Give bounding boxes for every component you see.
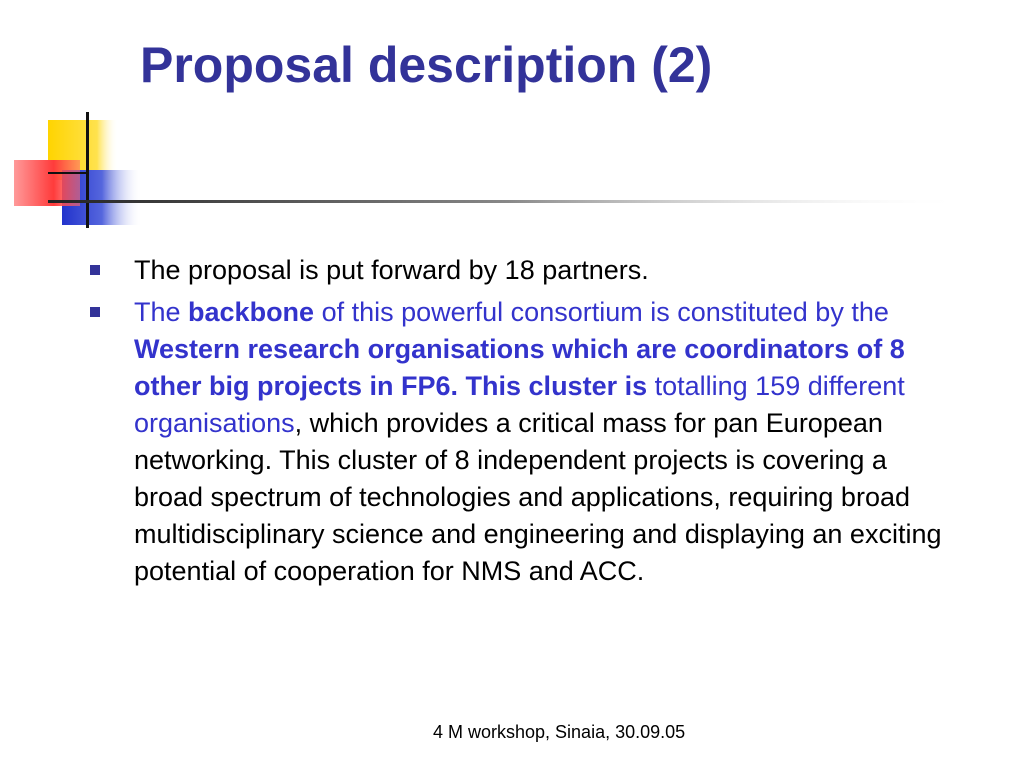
slide-title: Proposal description (2) — [140, 37, 713, 93]
deco-vertical-line — [86, 112, 89, 228]
bullet-2-intro: The — [134, 297, 189, 327]
bullet-square-icon — [90, 307, 100, 317]
bullet-1-text: The proposal is put forward by 18 partners. — [134, 255, 649, 285]
bullet-list — [86, 252, 946, 595]
deco-horizontal-line-short — [48, 172, 88, 174]
decorative-graphic — [0, 0, 1024, 240]
deco-red-square — [14, 160, 80, 206]
bullet-2-backbone: backbone — [188, 297, 315, 327]
bullet-2-rest: , which provides a critical mass for pan European networking. This cluster of 8 independent projects is covering a broad spectrum of technologies and applications, requiring broad multidisciplinary science and engineering and displaying an exciting potential of cooperation for NMS and ACC. — [134, 408, 942, 586]
bullet-square-icon — [90, 265, 100, 275]
bullet-2-organisations-bold: Western research organisations which are coordinators of 8 other big projects in FP6. This cluster is — [134, 334, 905, 401]
footer-text: 4 M workshop, Sinaia, 30.09.05 — [433, 722, 686, 742]
deco-horizontal-line — [48, 200, 968, 203]
bullet-2-totalling: totalling 159 different organisations — [134, 371, 905, 438]
bullet-item-1 — [86, 252, 946, 289]
bullet-2-consortium: of this powerful consortium is constituted by the — [314, 297, 889, 327]
bullet-item-2 — [86, 294, 946, 590]
